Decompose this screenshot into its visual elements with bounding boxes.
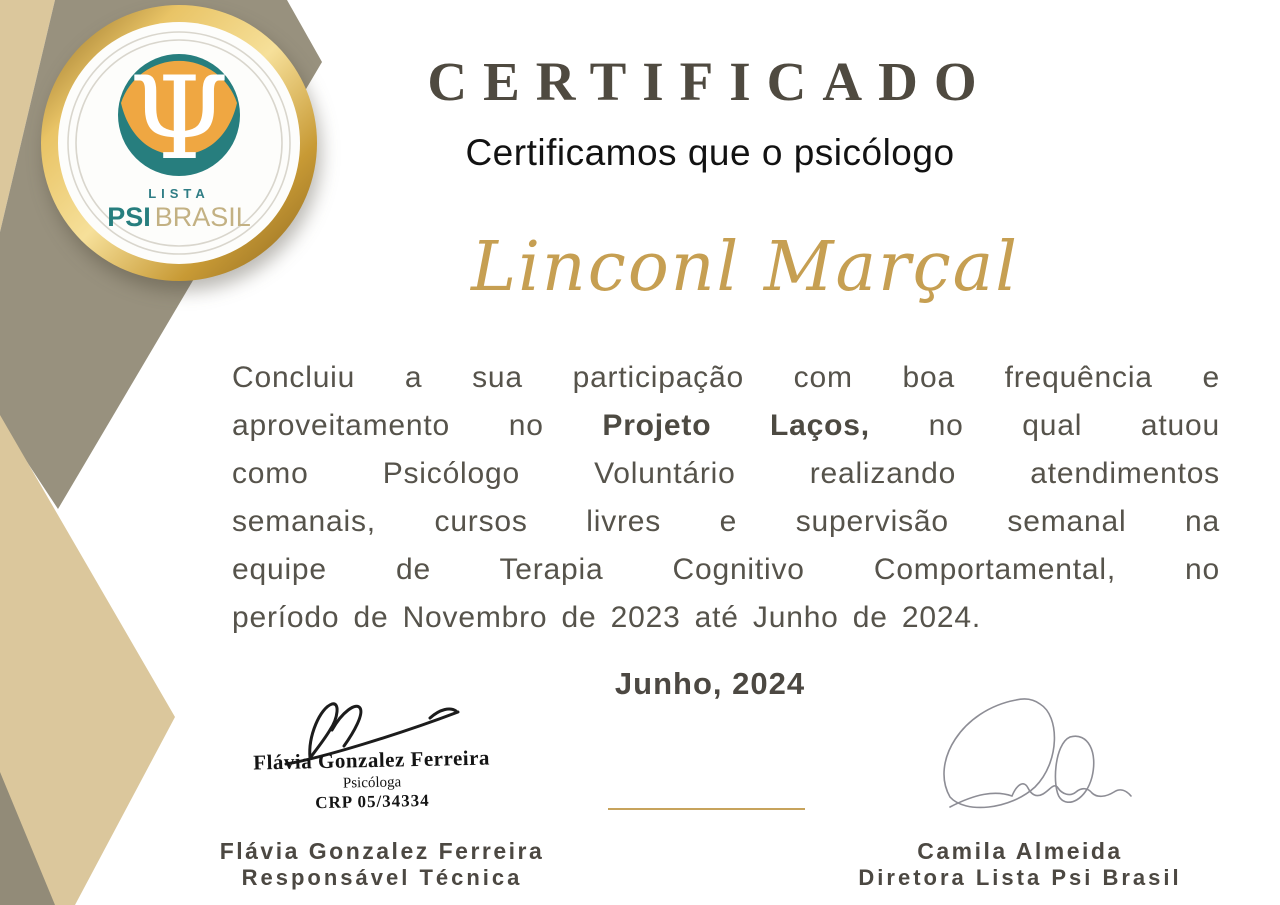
body-line-6: período de Novembro de 2023 até Junho de 2024. [232, 601, 981, 634]
badge-psi-text: PSI [107, 202, 151, 232]
left-signer-block [182, 838, 582, 891]
left-signer-name: Flávia Gonzalez Ferreira [219, 838, 545, 864]
stamp-role: Psicóloga [342, 774, 402, 792]
right-signer-name: Camila Almeida [917, 838, 1123, 864]
left-signer-role: Responsável Técnica [241, 865, 523, 890]
stamp-crp-number: CRP 05/34334 [315, 790, 430, 813]
gold-divider-line [608, 808, 805, 810]
psi-symbol: Ψ [129, 52, 229, 185]
badge-lista-label: LISTA [148, 186, 210, 201]
project-name-bold: Projeto Laços, [602, 409, 870, 442]
body-line-5: equipe de Terapia Cognitivo Comportamental, no [232, 553, 1220, 586]
psi-brasil-badge [38, 2, 320, 284]
right-signer-block [820, 838, 1220, 891]
right-signer-role: Diretora Lista Psi Brasil [858, 865, 1182, 890]
body-line-1: Concluiu a sua participação com boa frequência e [232, 361, 1220, 394]
camila-signature-image [918, 692, 1153, 822]
certificate-title: CERTIFICADO [427, 51, 993, 112]
badge-brasil-text: BRASIL [154, 202, 251, 232]
certificate-subtitle: Certificamos que o psicólogo [465, 132, 955, 173]
beige-diamond-shape [0, 415, 175, 905]
badge-psi-brasil-label [107, 202, 251, 232]
body-line-2 [232, 402, 1220, 450]
body-line-3: como Psicólogo Voluntário realizando atendimentos [232, 457, 1220, 490]
certificate-body-paragraph [232, 354, 1220, 642]
certificate-date: Junho, 2024 [614, 666, 806, 701]
psi-logo [118, 52, 240, 185]
recipient-name: Linconl Marçal [471, 228, 1019, 307]
flavia-stamp [221, 745, 522, 815]
body-line-2-pre: aproveitamento no [232, 409, 603, 442]
body-line-4: semanais, cursos livres e supervisão semanal na [232, 505, 1220, 538]
body-line-2-post: no qual atuou [869, 409, 1220, 442]
stamp-name: Flávia Gonzalez Ferreira [252, 745, 491, 775]
